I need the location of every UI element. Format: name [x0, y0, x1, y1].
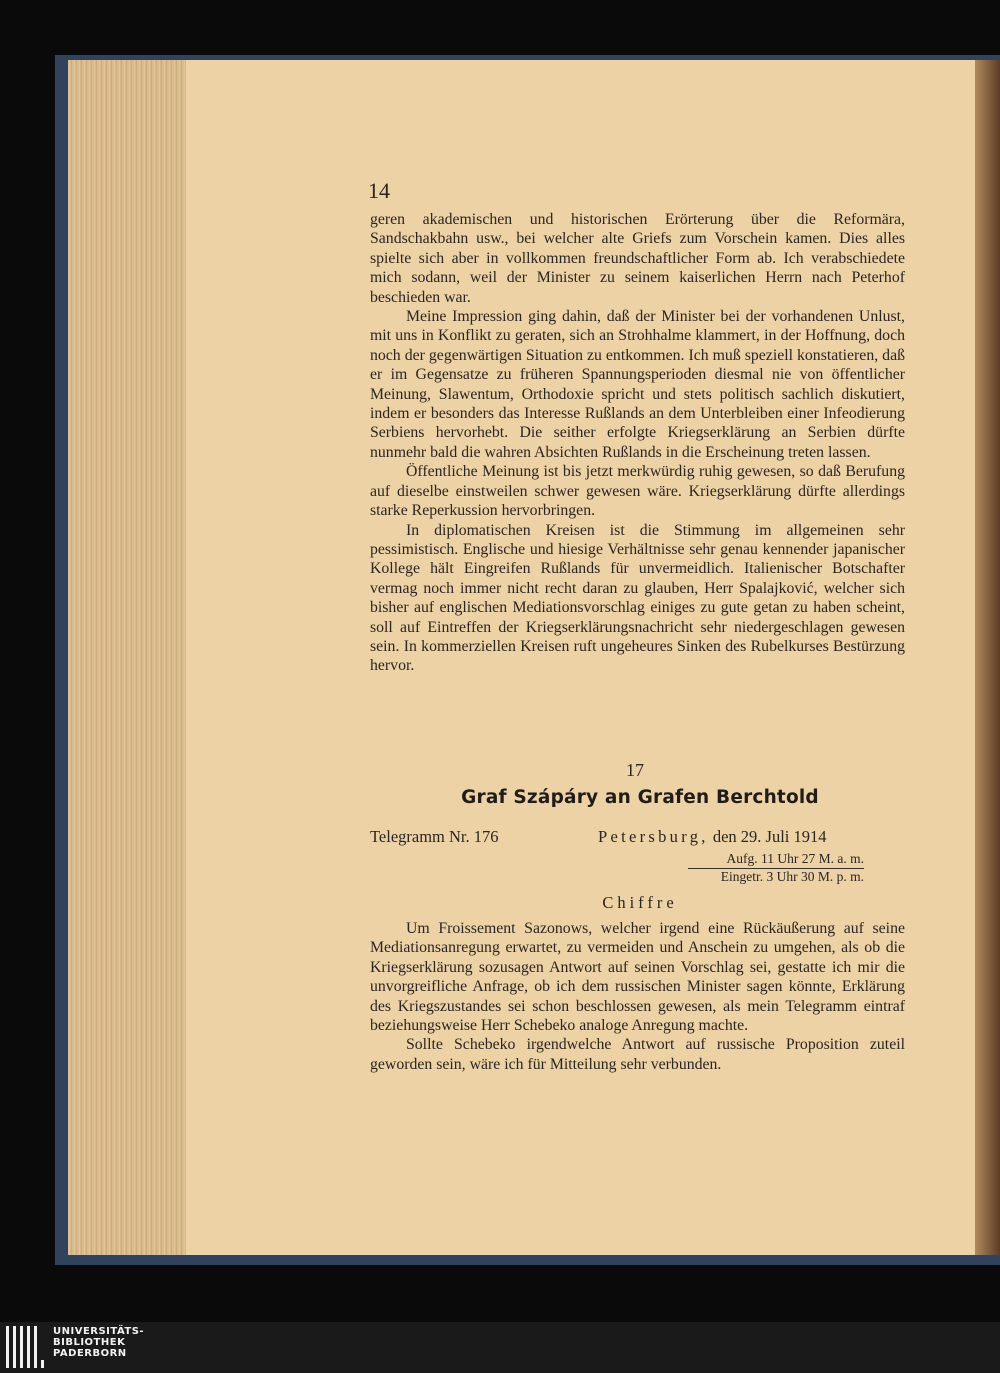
library-name-line: UNIVERSITÄTS- — [53, 1326, 145, 1337]
telegram-number: Telegramm Nr. 176 — [370, 827, 499, 846]
library-name-line: PADERBORN — [53, 1348, 127, 1359]
page-number: 14 — [368, 178, 390, 203]
body-text — [370, 210, 905, 676]
document-number: 17 — [626, 760, 644, 780]
book-gutter — [975, 60, 1000, 1255]
body-paragraph: In diplomatischen Kreisen ist die Stimmung im allgemeinen sehr pessimistisch. Englische und hiesige Verhältnisse sehr genau kennender japanischer Kollege hält Eingreifen Rußlands für unvermeidlich. Italienischer Botschafter vermag noch immer nicht recht daran zu glauben, Herr Spalajković, welcher sich bisher auf englischen Mediationsvorschlag einiges zu gute getan zu haben scheint, soll auf Eintreffen der Kriegserklärungsnachricht sehr niedergeschlagen gewesen sein. In kommerziellen Kreisen ruft ungeheures Sinken des Rubelkurses Bestürzung hervor. — [370, 521, 905, 675]
place-date — [598, 827, 827, 847]
document-title: Graf Szápáry an Grafen Berchtold — [461, 787, 819, 808]
date: den 29. Juli 1914 — [708, 827, 827, 846]
body-paragraph: Öffentliche Meinung ist bis jetzt merkwürdig ruhig gewesen, so daß Berufung auf dieselbe einstweilen schwer gewesen wäre. Kriegserklärung dürfte allerdings starke Reperkussion hervorbringen. — [370, 463, 905, 520]
dispatch-time: Aufg. 11 Uhr 27 M. a. m. — [688, 851, 864, 869]
telegram-text — [370, 919, 905, 1074]
cipher-label: Chiffre — [602, 893, 678, 912]
telegram-paragraph: Um Froissement Sazonows, welcher irgend eine Rückäußerung auf seine Mediationsanregung erwartet, zu vermeiden und Anschein zu umgehen, als ob die Kriegserklärung sozusagen Antwort auf seinen Vorschlag sei, gestatte ich mir die unvorgreifliche Anfrage, ob ich dem russischen Minister sagen könnte, Erklärung des Kriegszustandes sei schon beschlossen gewesen, als mein Telegramm eintraf beziehungsweise Herr Schebeko analoge Anregung machte. — [370, 920, 905, 1035]
telegram-paragraph: Sollte Schebeko irgendwelche Antwort auf russische Proposition zuteil geworden sein, wäre ich für Mitteilung sehr verbunden. — [370, 1036, 905, 1073]
library-name-line: BIBLIOTHEK — [53, 1337, 126, 1348]
place: Petersburg, — [598, 827, 709, 846]
page-edges — [68, 60, 188, 1255]
library-name — [53, 1326, 144, 1359]
body-paragraph: Meine Impression ging dahin, daß der Minister bei der vorhandenen Unlust, mit uns in Konflikt zu geraten, sich an Strohhalme klammert, in der Hoffnung, doch noch der gegenwärtigen Situation zu entkommen. Ich muß speziell konstatieren, daß er im Gegensatze zu früheren Spannungsperioden diesmal nie von öffentlicher Meinung, Slawentum, Orthodoxie spricht und stets politisch sachlich diskutiert, indem er besonders das Interesse Rußlands an dem Unterbleiben einer Infeodierung Serbiens hervorhebt. Die seither erfolgte Kriegserklärung an Serbien dürfte nunmehr bald die wahren Absichten Rußlands in die Erscheinung treten lassen. — [370, 308, 905, 461]
footer-bar — [0, 1322, 1000, 1373]
receipt-time: Eingetr. 3 Uhr 30 M. p. m. — [720, 869, 864, 884]
library-logo-icon — [5, 1324, 45, 1370]
body-paragraph: geren akademischen und historischen Erörterung über die Reformära, Sandschakbahn usw., bei welcher alte Griefs zum Vorschein kamen. Dies alles spielte sich aber in vollkommen freundschaftlicher Form ab. Ich verabschiedete mich sodann, weil der Minister zu seinem kaiserlichen Herrn nach Peterhof beschieden war. — [370, 211, 905, 306]
